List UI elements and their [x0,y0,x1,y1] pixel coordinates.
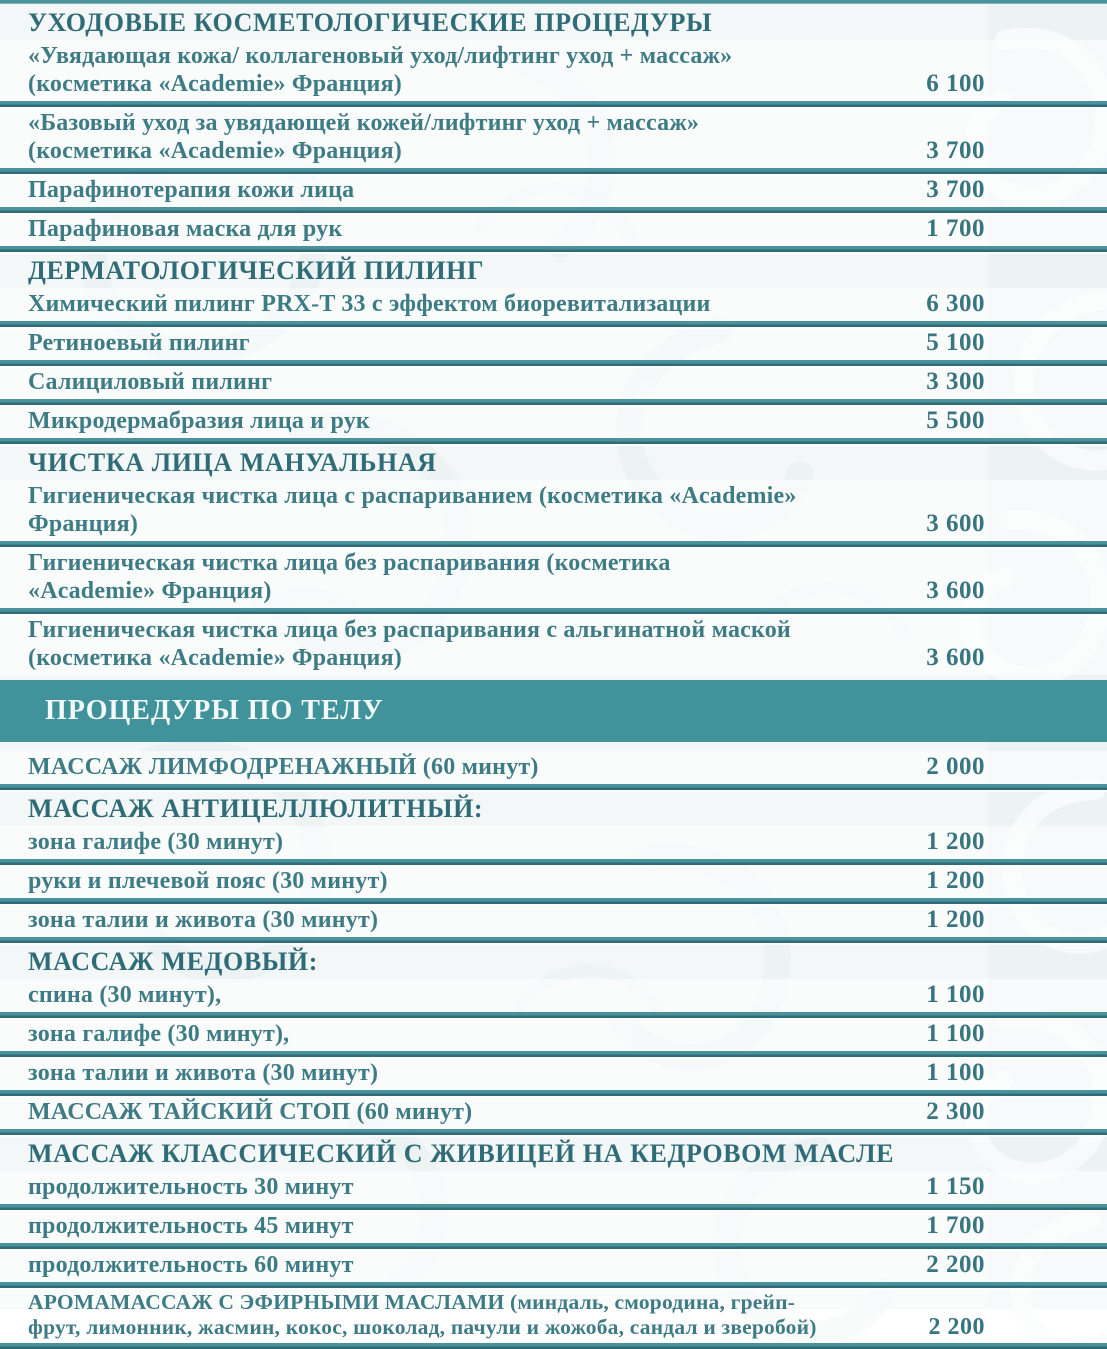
price-row [0,614,1107,675]
service-name-line: продолжительность 30 минут [28,1174,354,1200]
service-name-line: «Увядающая кожа/ коллагеновый уход/лифтинг уход + массаж» [28,43,733,69]
price-row [0,1249,1107,1282]
price-row [0,826,1107,859]
service-name-line: «Academie» Франция) [28,578,272,604]
service-name-line: (косметика «Academie» Франция) [28,71,402,97]
service-price: 3 600 [926,644,985,671]
service-name-line: Парафиновая маска для рук [28,216,343,242]
service-name [28,42,906,98]
price-row [0,1018,1107,1051]
service-name-line: Гигиеническая чистка лица с распариванием (косметика «Academie» [28,483,797,509]
price-row [0,1171,1107,1204]
service-name-line: фрут, лимонник, жасмин, кокос, шоколад, пачули и жожоба, сандал и зверобой) [28,1315,817,1339]
service-name-line: МАССАЖ ТАЙСКИЙ СТОП (60 минут) [28,1099,473,1125]
service-name [28,753,906,781]
service-name-line: Микродермабразия лица и рук [28,408,370,434]
service-name [28,1173,906,1201]
service-price: 1 200 [926,906,985,933]
service-name-line: зона галифе (30 минут) [28,829,284,855]
service-price: 1 200 [926,867,985,894]
service-price: 6 100 [926,70,985,97]
price-row [0,1210,1107,1243]
service-price: 3 600 [926,577,985,604]
body-section-banner [0,680,1107,742]
price-row [0,40,1107,101]
service-name-line: Франция) [28,511,139,537]
service-name-line: «Базовый уход за увядающей кожей/лифтинг уход + массаж» [28,110,700,136]
service-name [28,1251,906,1279]
service-name-line: спина (30 минут), [28,982,222,1008]
price-row [0,547,1107,608]
service-name [28,215,906,243]
service-price: 1 200 [926,828,985,855]
section-header: МАССАЖ КЛАССИЧЕСКИЙ С ЖИВИЦЕЙ НА КЕДРОВОМ МАСЛЕ [28,1139,895,1168]
service-price: 3 300 [926,368,985,395]
service-name [28,549,906,605]
service-price: 6 300 [926,290,985,317]
price-row [0,107,1107,168]
service-name [28,1212,906,1240]
service-name [28,176,906,204]
service-price: 2 300 [926,1098,985,1125]
service-name [28,616,906,672]
service-name-line: Химический пилинг PRX-T 33 с эффектом биоревитализации [28,291,711,317]
service-price: 1 700 [926,215,985,242]
service-name-line: зона галифе (30 минут), [28,1021,290,1047]
banner-title: ПРОЦЕДУРЫ ПО ТЕЛУ [45,695,384,726]
service-price: 3 700 [926,176,985,203]
service-name [28,1059,906,1087]
service-name [28,1098,906,1126]
price-row [0,327,1107,360]
service-name [28,109,906,165]
price-row [0,288,1107,321]
service-name [28,1020,906,1048]
service-name-line: зона талии и живота (30 минут) [28,907,379,933]
service-name-line: МАССАЖ ЛИМФОДРЕНАЖНЫЙ (60 минут) [28,754,539,780]
service-name-line: зона талии и живота (30 минут) [28,1060,379,1086]
service-price: 1 150 [926,1173,985,1200]
service-name [28,482,906,538]
service-name-line: Гигиеническая чистка лица без распаривания с альгинатной маской [28,617,791,643]
service-name [28,407,906,435]
price-row [0,1057,1107,1090]
service-price: 2 200 [926,1251,985,1278]
price-row [0,1096,1107,1129]
service-name-line: Салициловый пилинг [28,369,273,395]
service-price: 5 500 [926,407,985,434]
price-row [0,213,1107,246]
section-header: МАССАЖ АНТИЦЕЛЛЮЛИТНЫЙ: [28,794,484,823]
service-price: 2 200 [928,1314,985,1340]
service-name-line: (косметика «Academie» Франция) [28,645,402,671]
service-price: 3 600 [926,510,985,537]
service-name-line: Парафинотерапия кожи лица [28,177,355,203]
service-price: 1 700 [926,1212,985,1239]
service-price: 5 100 [926,329,985,356]
service-price: 1 100 [926,1020,985,1047]
price-row [0,865,1107,898]
service-name [28,906,906,934]
service-name-line: Ретиноевый пилинг [28,330,250,356]
service-price: 1 100 [926,981,985,1008]
service-price: 1 100 [926,1059,985,1086]
service-name-line: руки и плечевой пояс (30 минут) [28,868,388,894]
price-row [0,174,1107,207]
service-name [28,329,906,357]
service-price: 3 700 [926,137,985,164]
service-name [28,981,906,1009]
service-name [28,1290,909,1340]
section-header: ДЕРМАТОЛОГИЧЕСКИЙ ПИЛИНГ [28,256,485,285]
price-row [0,751,1107,784]
service-price: 2 000 [926,753,985,780]
section-header: ЧИСТКА ЛИЦА МАНУАЛЬНАЯ [28,448,437,477]
price-row [0,904,1107,937]
service-name-line: Гигиеническая чистка лица без распаривания (косметика [28,550,671,576]
service-name [28,368,906,396]
price-row [0,480,1107,541]
section-header: УХОДОВЫЕ КОСМЕТОЛОГИЧЕСКИЕ ПРОЦЕДУРЫ [28,8,713,37]
service-name-line: продолжительность 60 минут [28,1252,354,1278]
row-divider-line [0,1343,1107,1349]
service-name [28,290,906,318]
service-name-line: АРОМАМАССАЖ С ЭФИРНЫМИ МАСЛАМИ (миндаль, смородина, грейп- [28,1290,796,1314]
price-row [0,1288,1107,1343]
price-row [0,979,1107,1012]
service-name [28,828,906,856]
price-row [0,366,1107,399]
service-name [28,867,906,895]
service-name-line: продолжительность 45 минут [28,1213,354,1239]
section-header: МАССАЖ МЕДОВЫЙ: [28,947,319,976]
price-row [0,405,1107,438]
service-name-line: (косметика «Academie» Франция) [28,138,402,164]
